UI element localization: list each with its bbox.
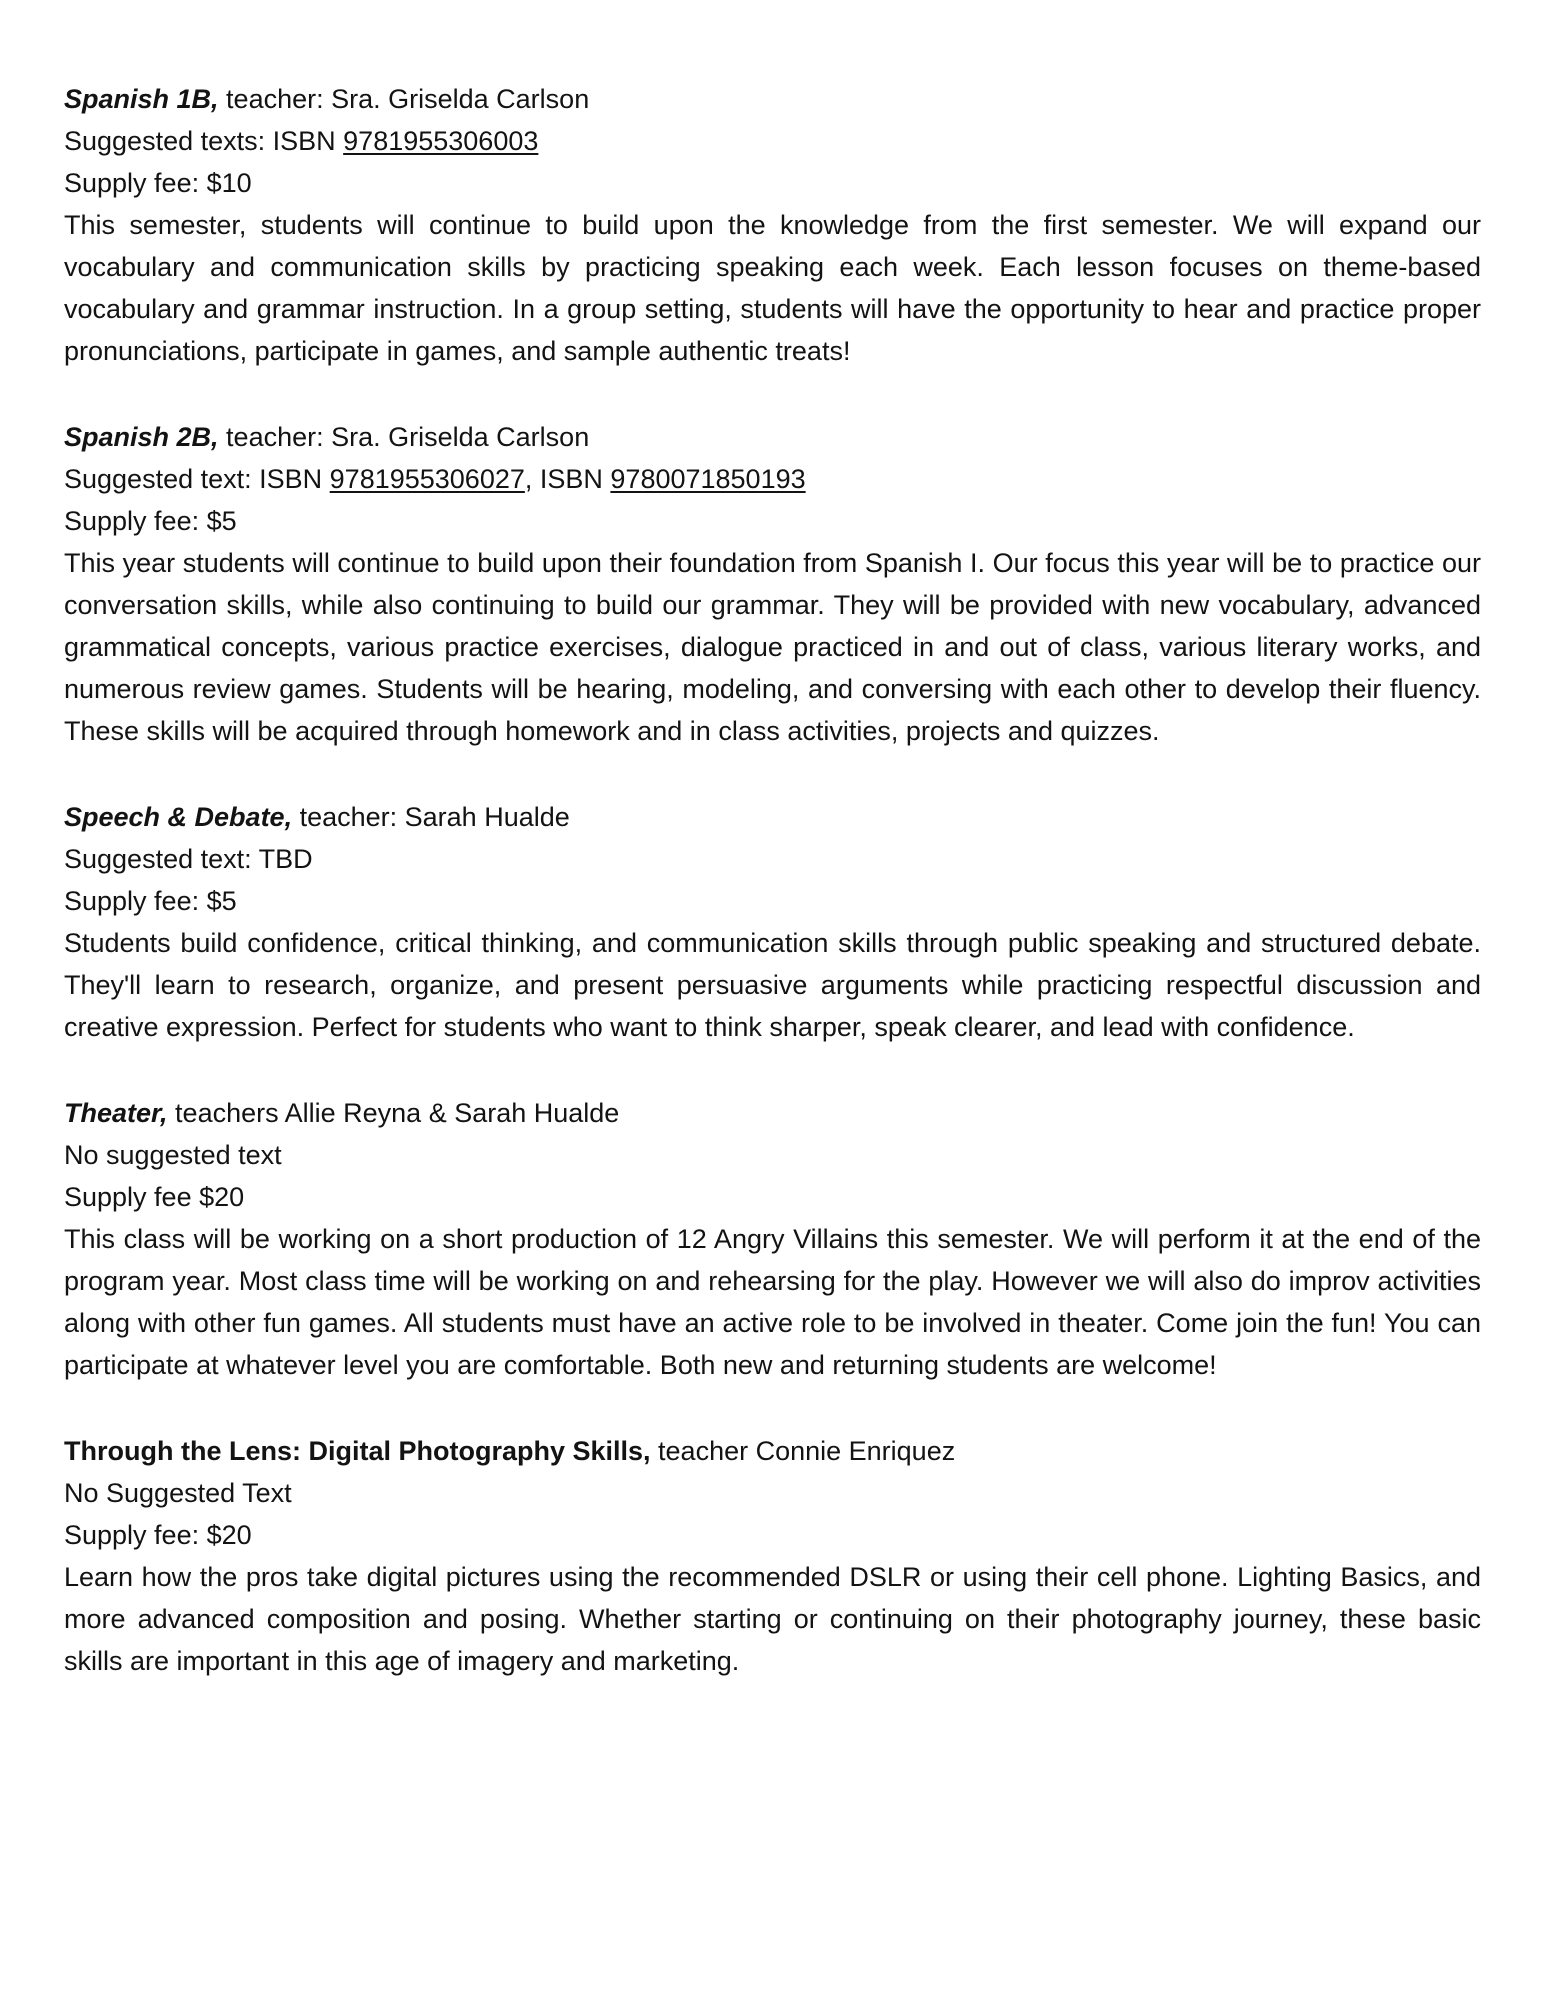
course-heading [64, 416, 1481, 458]
suggested-text-line [64, 120, 1481, 162]
course-section-spanish-1b [64, 78, 1481, 372]
course-section-theater [64, 1092, 1481, 1386]
isbn-link-2[interactable]: 9780071850193 [610, 464, 806, 494]
course-teacher: teachers Allie Reyna & Sarah Hualde [167, 1098, 620, 1128]
course-title: Spanish 1B, [64, 84, 219, 114]
supply-fee-line: Supply fee: $20 [64, 1520, 252, 1550]
course-description: Students build confidence, critical thinking, and communication skills through public speaking and structured debate. They'll learn to research, organize, and present persuasive arguments while practicing respectful discussion and creative expression. Perfect for students who want to think sharper, speak clearer, and lead with confidence. [64, 928, 1481, 1042]
suggested-text-line: No suggested text [64, 1140, 282, 1170]
course-title: Speech & Debate, [64, 802, 293, 832]
course-heading [64, 78, 1481, 120]
supply-fee-line: Supply fee $20 [64, 1182, 245, 1212]
course-description: This class will be working on a short production of 12 Angry Villains this semester. We will perform it at the end of the program year. Most class time will be working on and rehearsing for the play. However we will also do improv activities along with other fun games. All students must have an active role to be involved in theater. Come join the fun! You can participate at whatever level you are comfortable. Both new and returning students are welcome! [64, 1224, 1481, 1380]
course-heading [64, 796, 1481, 838]
suggested-text-line [64, 458, 1481, 500]
suggested-text-line: No Suggested Text [64, 1478, 292, 1508]
isbn-link[interactable]: 9781955306003 [343, 126, 539, 156]
course-title: Theater, [64, 1098, 168, 1128]
course-teacher: teacher: Sra. Griselda Carlson [218, 84, 590, 114]
course-section-digital-photography [64, 1430, 1481, 1682]
supply-fee-line: Supply fee: $10 [64, 168, 252, 198]
suggested-label: Suggested text: ISBN [64, 464, 330, 494]
course-teacher: teacher: Sra. Griselda Carlson [218, 422, 590, 452]
isbn-separator: , ISBN [524, 464, 611, 494]
suggested-label: Suggested texts: ISBN [64, 126, 344, 156]
course-description: Learn how the pros take digital pictures using the recommended DSLR or using their cell phone. Lighting Basics, and more advanced composition and posing. Whether starting or continuing on their photography journey, these basic skills are important in this age of imagery and marketing. [64, 1562, 1481, 1676]
supply-fee-line: Supply fee: $5 [64, 506, 237, 536]
course-teacher: teacher Connie Enriquez [650, 1436, 956, 1466]
course-description: This year students will continue to build upon their foundation from Spanish I. Our focus this year will be to practice our conversation skills, while also continuing to build our grammar. They will be provided with new vocabulary, advanced grammatical concepts, various practice exercises, dialogue practiced in and out of class, various literary works, and numerous review games. Students will be hearing, modeling, and conversing with each other to develop their fluency. These skills will be acquired through homework and in class activities, projects and quizzes. [64, 548, 1481, 746]
course-heading [64, 1430, 1481, 1472]
course-title: Spanish 2B, [64, 422, 219, 452]
supply-fee-line: Supply fee: $5 [64, 886, 237, 916]
suggested-text-line: Suggested text: TBD [64, 844, 313, 874]
course-description: This semester, students will continue to build upon the knowledge from the first semester. We will expand our vocabulary and communication skills by practicing speaking each week. Each lesson focuses on theme-based vocabulary and grammar instruction. In a group setting, students will have the opportunity to hear and practice proper pronunciations, participate in games, and sample authentic treats! [64, 210, 1481, 366]
course-section-spanish-2b [64, 416, 1481, 752]
course-section-speech-debate [64, 796, 1481, 1048]
isbn-link-1[interactable]: 9781955306027 [329, 464, 525, 494]
course-title: Through the Lens: Digital Photography Skills, [64, 1436, 651, 1466]
course-heading [64, 1092, 1481, 1134]
course-teacher: teacher: Sarah Hualde [292, 802, 570, 832]
